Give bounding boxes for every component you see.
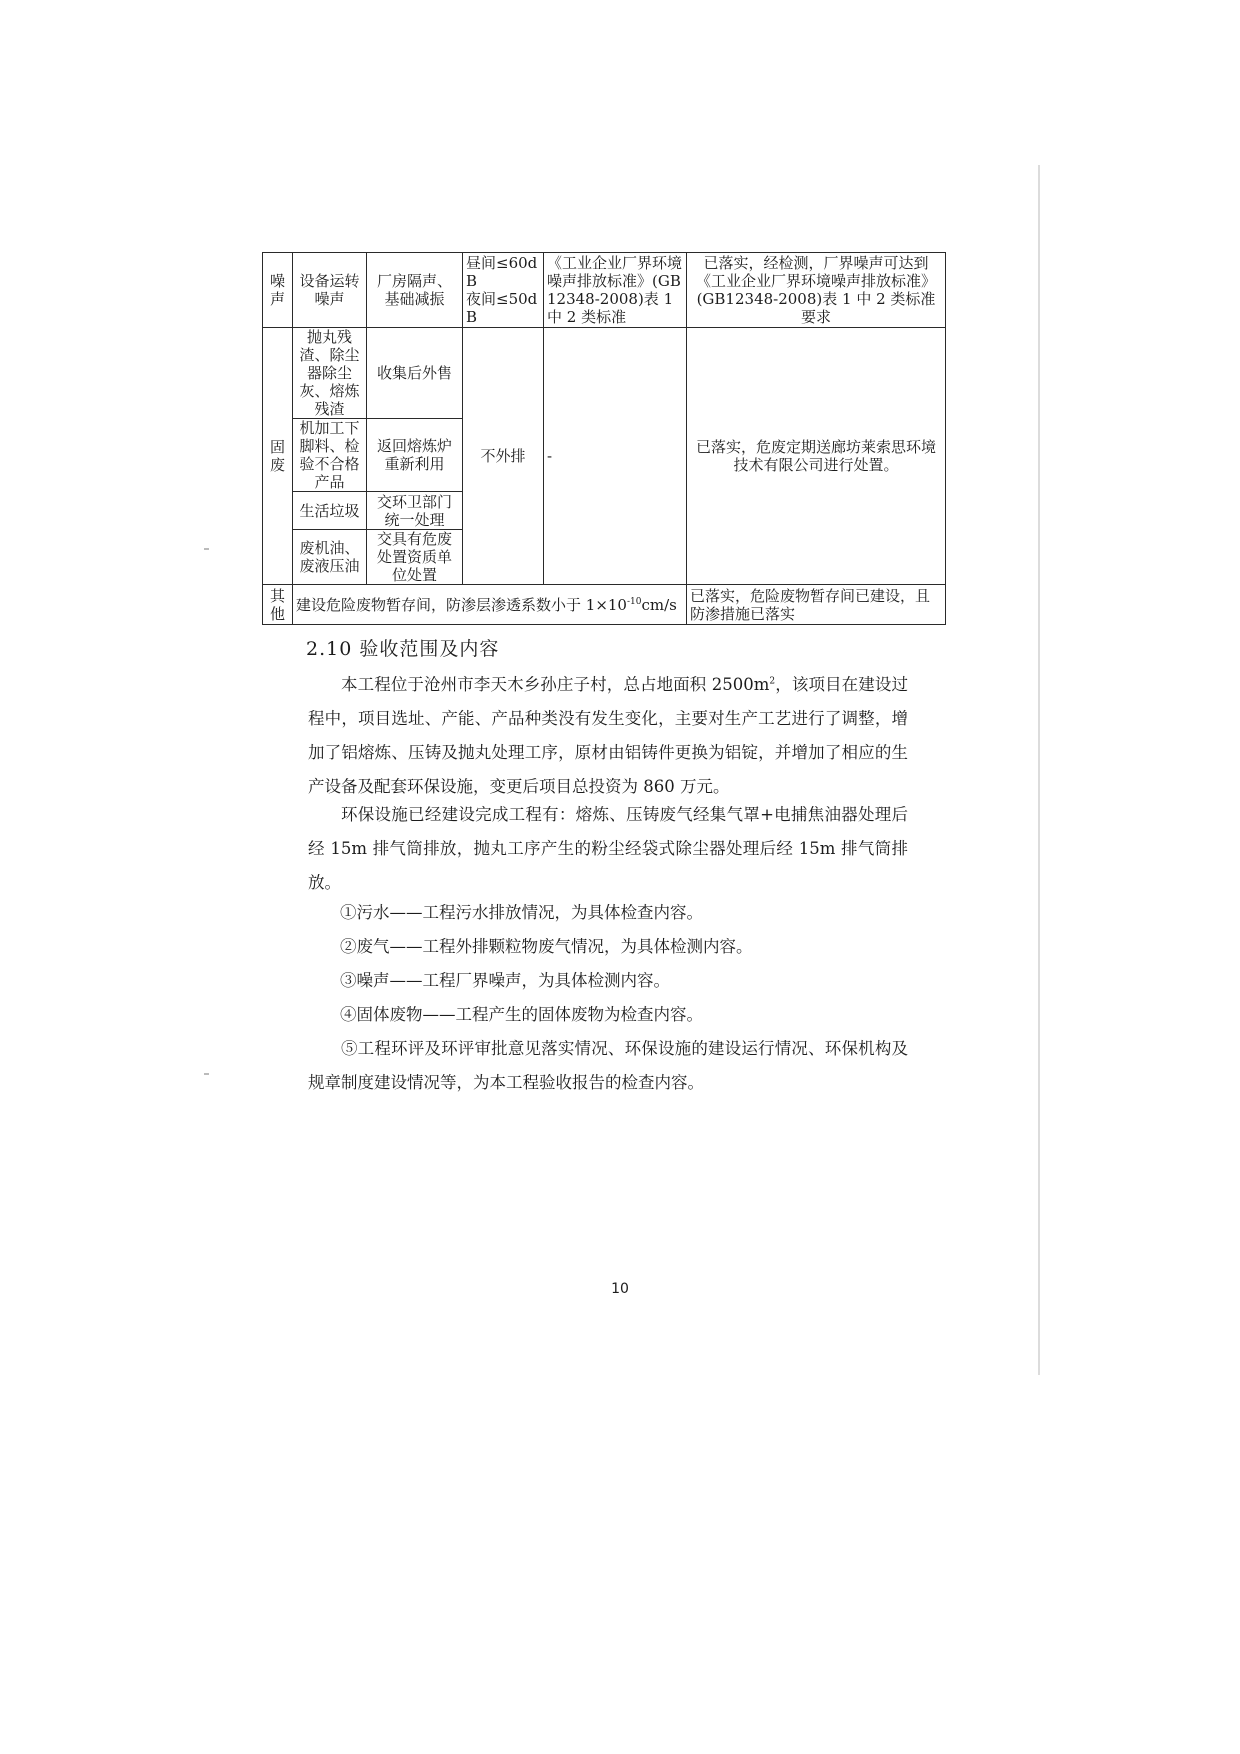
solid-measure: 返回熔炼炉重新利用 xyxy=(367,419,463,492)
list-item-solid-waste: ④固体废物——工程产生的固体废物为检查内容。 xyxy=(340,1005,703,1024)
other-measure-exponent: -10 xyxy=(626,596,642,607)
noise-source: 设备运转噪声 xyxy=(293,253,367,328)
solid-source: 机加工下脚料、检验不合格产品 xyxy=(293,419,367,492)
noise-standard: 《工业企业厂界环境噪声排放标准》(GB12348-2008)表 1 中 2 类标准 xyxy=(544,253,687,328)
para1-text: 本工程位于沧州市李天木乡孙庄子村，总占地面积 2500m xyxy=(341,675,770,694)
scan-speck xyxy=(204,548,209,550)
list-item-waste-gas: ②废气——工程外排颗粒物废气情况，为具体检测内容。 xyxy=(340,937,753,956)
solid-source: 抛丸残渣、除尘器除尘灰、熔炼残渣 xyxy=(293,328,367,419)
solid-standard: - xyxy=(544,328,687,585)
other-status: 已落实，危险废物暂存间已建设，且防渗措施已落实 xyxy=(687,585,946,625)
paragraph-environmental-facilities: 环保设施已经建设完成工程有：熔炼、压铸废气经集气罩+电捕焦油器处理后经 15m 排气筒排放，抛丸工序产生的粉尘经袋式除尘器处理后经 15m 排气筒排放。 xyxy=(308,805,908,892)
list-item-wastewater: ①污水——工程污水排放情况，为具体检查内容。 xyxy=(340,903,703,922)
solid-status: 已落实，危废定期送廊坊莱索思环境技术有限公司进行处置。 xyxy=(687,328,946,585)
para1-text-rest: ，该项目在建设过程中，项目选址、产能、产品种类没有发生变化，主要对生产工艺进行了调整，增加了铝熔炼、压铸及抛丸处理工序，原材由铝铸件更换为铝锭，并增加了相应的生产设备及配套环保设施，变更后项目总投资为 860 万元。 xyxy=(308,675,908,796)
solid-measure: 交环卫部门统一处理 xyxy=(367,492,463,530)
scan-speck xyxy=(204,1073,209,1075)
solid-limit: 不外排 xyxy=(463,328,544,585)
list-item-eia-implementation: ⑤工程环评及环评审批意见落实情况、环保设施的建设运行情况、环保机构及规章制度建设情况等，为本工程验收报告的检查内容。 xyxy=(308,1039,908,1092)
table-row-other xyxy=(263,585,946,625)
category-solid-waste: 固废 xyxy=(263,328,293,585)
noise-limit-day: 昼间≤60dB xyxy=(466,254,538,290)
scan-page-edge xyxy=(1038,165,1040,1375)
solid-measure: 交具有危废处置资质单位处置 xyxy=(367,530,463,585)
noise-measure: 厂房隔声、基础减振 xyxy=(367,253,463,328)
noise-limit-night: 夜间≤50dB xyxy=(466,290,538,326)
table-row-solid-1 xyxy=(263,328,946,419)
other-measure-unit: cm/s xyxy=(641,595,677,614)
list-item-noise: ③噪声——工程厂界噪声，为具体检测内容。 xyxy=(340,971,670,990)
table-row-noise xyxy=(263,253,946,328)
solid-source: 生活垃圾 xyxy=(293,492,367,530)
paragraph-project-overview xyxy=(308,668,908,804)
solid-source: 废机油、废液压油 xyxy=(293,530,367,585)
category-noise: 噪声 xyxy=(263,253,293,328)
environmental-measures-table xyxy=(262,252,946,625)
section-title: 2.10 验收范围及内容 xyxy=(306,638,500,660)
other-measure xyxy=(293,585,687,625)
other-measure-text: 建设危险废物暂存间，防渗层渗透系数小于 1×10 xyxy=(296,595,627,614)
category-other: 其他 xyxy=(263,585,293,625)
noise-status: 已落实，经检测，厂界噪声可达到《工业企业厂界环境噪声排放标准》(GB12348-2008)表 1 中 2 类标准要求 xyxy=(687,253,946,328)
area-unit-superscript: 2 xyxy=(769,676,776,687)
solid-measure: 收集后外售 xyxy=(367,328,463,419)
noise-limit xyxy=(463,253,544,328)
page-number: 10 xyxy=(611,1281,629,1297)
